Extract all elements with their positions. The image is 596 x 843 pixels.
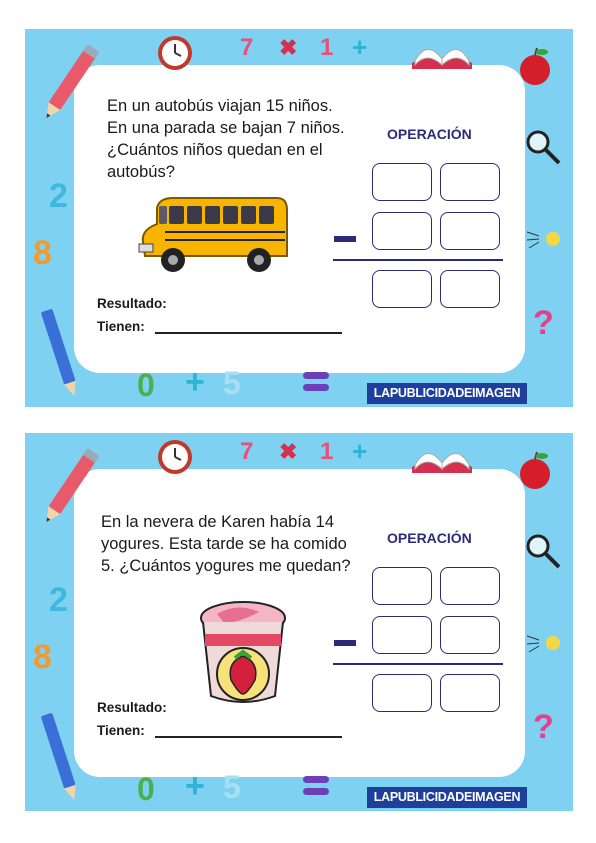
number-5-icon: 5 — [223, 365, 241, 401]
number-8-icon: 8 — [33, 234, 52, 272]
brand-banner: LAPUBLICIDADEIMAGEN — [367, 383, 527, 404]
operation-box[interactable] — [440, 212, 500, 250]
result-box[interactable] — [372, 674, 432, 712]
operation-box[interactable] — [440, 616, 500, 654]
number-5-icon: 5 — [223, 769, 241, 805]
plus-icon: + — [352, 32, 368, 62]
number-8-icon: 8 — [33, 638, 52, 676]
operation-box[interactable] — [372, 567, 432, 605]
apple-icon — [515, 449, 555, 491]
result-box[interactable] — [440, 270, 500, 308]
apple-icon — [515, 45, 555, 87]
have-label: Tienen: — [97, 319, 145, 334]
minus-sign — [334, 236, 356, 242]
pencil-icon — [39, 304, 83, 400]
result-box[interactable] — [372, 270, 432, 308]
result-label: Resultado: — [97, 700, 167, 715]
question-icon: ? — [533, 708, 554, 746]
plus-icon: + — [352, 436, 368, 466]
zero-icon: 0 — [137, 771, 155, 807]
equals-icon — [303, 372, 329, 391]
number-7-icon: 7 — [240, 34, 254, 61]
operation-line — [333, 259, 503, 261]
minus-sign — [334, 640, 356, 646]
equals-icon — [303, 776, 329, 795]
clock-icon — [155, 436, 195, 476]
operation-box[interactable] — [372, 163, 432, 201]
problem-text: En la nevera de Karen había 14 yogures. Esta tarde se ha comido 5. ¿Cuántos yogures me quedan? — [101, 513, 351, 575]
problem-card-2 — [25, 433, 573, 811]
clock-icon — [155, 32, 195, 72]
magnifier-icon — [523, 531, 563, 571]
operation-box[interactable] — [440, 163, 500, 201]
operation-box[interactable] — [440, 567, 500, 605]
number-7-icon: 7 — [240, 438, 254, 465]
operation-box[interactable] — [372, 212, 432, 250]
result-box[interactable] — [440, 674, 500, 712]
operation-box[interactable] — [372, 616, 432, 654]
lightbulb-icon — [525, 628, 565, 658]
pencil-icon — [39, 708, 83, 804]
plus-icon: + — [185, 767, 205, 805]
question-icon: ? — [533, 304, 554, 342]
answer-line[interactable] — [155, 332, 342, 334]
number-2-icon: 2 — [49, 581, 68, 619]
school-bus-illustration — [135, 194, 293, 279]
yogurt-illustration — [197, 598, 289, 710]
pencil-icon — [37, 39, 103, 127]
have-label: Tienen: — [97, 723, 145, 738]
plus-icon: + — [185, 363, 205, 401]
pencil-icon — [37, 443, 103, 531]
brand-banner: LAPUBLICIDADEIMAGEN — [367, 787, 527, 808]
problem-card-1 — [25, 29, 573, 407]
operation-title: OPERACIÓN — [387, 530, 472, 546]
result-label: Resultado: — [97, 296, 167, 311]
book-icon — [407, 33, 477, 73]
answer-line[interactable] — [155, 736, 342, 738]
lightbulb-icon — [525, 224, 565, 254]
number-2-icon: 2 — [49, 177, 68, 215]
times-icon: ✖ — [279, 35, 298, 60]
number-1-icon: 1 — [320, 438, 334, 465]
times-icon: ✖ — [279, 439, 298, 464]
book-icon — [407, 437, 477, 477]
operation-line — [333, 663, 503, 665]
operation-title: OPERACIÓN — [387, 126, 472, 142]
problem-text: En un autobús viajan 15 niños. En una parada se bajan 7 niños. ¿Cuántos niños quedan en el autobús? — [107, 97, 345, 181]
zero-icon: 0 — [137, 367, 155, 403]
number-1-icon: 1 — [320, 34, 334, 61]
magnifier-icon — [523, 127, 563, 167]
